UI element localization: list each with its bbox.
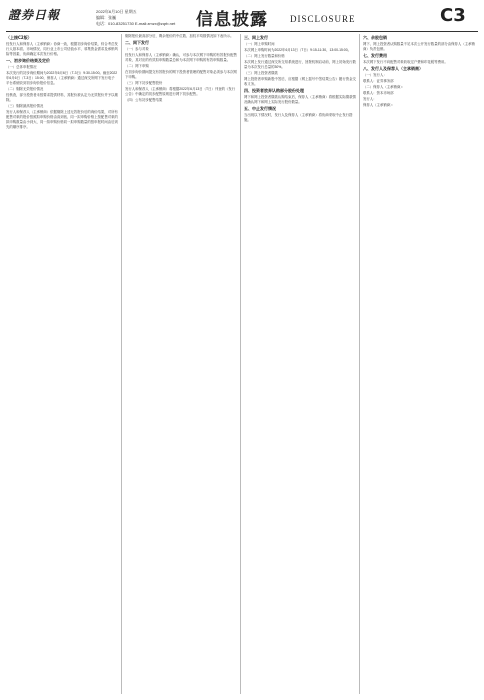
paragraph: 八、发行人及保荐人（主承销商） (363, 66, 423, 71)
column-divider (121, 34, 122, 694)
paragraph: 网上投资者申购新股中签后，应根据《网上摇号中签结果公告》履行资金交收义务。 (244, 77, 356, 86)
article-columns (6, 34, 478, 694)
paragraph: （一）总体申报情况 (6, 65, 37, 69)
paragraph: 保荐人（主承销商）： (363, 103, 396, 107)
paragraph: 经发行人和保荐人（主承销商）协商一致，根据初步询价结果，综合考虑发行人基本面、市场情况、同行业上市公司估值水平、募集资金需求及承销风险等因素，协商确定本次发行价格。 (6, 42, 118, 56)
column-2 (125, 34, 237, 694)
paragraph: 三、网上发行 (244, 35, 268, 40)
column-divider (240, 34, 241, 694)
paragraph: （一）发行人： (363, 73, 387, 77)
paragraph: 一、初步询价结果及定价 (6, 58, 50, 63)
paragraph: （二）网上发行数量和价格 (244, 54, 285, 58)
header-meta (96, 9, 175, 27)
paragraph: 发行人和保荐人（主承销商）依据剔除上述无效报价后的询价结果，对所有配售对象的报价按照拟申购价格由高到低、同一拟申购价格上按配售对象的拟申购数量由小到大、同一拟申购价格同一拟申购数量的按申报时间由后到先的顺序排序。 (6, 110, 118, 129)
paragraph: （二）保荐人（主承销商）： (363, 85, 406, 89)
paragraph: 网下、网上投资者认购数量不足本次公开发行数量的部分由保荐人（主承销商）负责包销。 (363, 42, 475, 51)
paragraph: 七、发行费用 (363, 53, 387, 58)
paragraph: 六、余股包销 (363, 35, 387, 40)
column-heading: （上接C2版） (6, 35, 32, 40)
paragraph: 四、投资者放弃认购部分股份处理 (244, 88, 304, 93)
paragraph: 在初步询价期间提交有效报价的网下投资者管理的配售对象必须参与本次网下申购。 (125, 70, 237, 79)
paragraph: （三）网下初步配售股份 (125, 81, 163, 85)
paragraph: 发行人： (363, 97, 377, 101)
contact-line: 电话：010-83251730 E-mail:zmzx@zqrb.net (96, 21, 176, 26)
paragraph: 发行人和保荐人（主承销商）将根据2022年6月13日（T日）刊登的《发行公告》中确定的初步配售原则进行网下初步配售。 (125, 87, 236, 96)
section-title-en: DISCLOSURE (290, 14, 356, 24)
column-4 (363, 34, 478, 694)
paragraph: （四）公布初步配售结果 (125, 98, 163, 102)
paragraph: 经发行人和保荐人（主承销商）确认，可参与本次网下申购的有效报价配售对象，其对应的有效拟申购数量总和为本次网下申购的有效申购数量。 (125, 53, 237, 62)
column-divider (359, 34, 360, 694)
paragraph: 当出现以下情况时，发行人及保荐人（主承销商）将协商采取中止发行措施。 (244, 113, 353, 122)
paragraph: （一）参与对象 (125, 47, 149, 51)
paragraph: 本次发行的初步询价期间为2022年6月6日（T-3日）9:30-15:00。截至2022年6月6日（T-3日）15:00，保荐人（主承销商）通过深交所网下发行电子平台系统收到初步询价报价信息。 (6, 71, 118, 85)
paragraph: （二）网下申购 (125, 64, 149, 68)
paragraph: 剔除报价最高部分后，剩余报价的中位数、加权平均数情况如下表所示。 (125, 34, 234, 38)
paragraph: 本次网上申购时间为2022年6月13日（T日）9:15-11:30、13:00-15:00。 (244, 48, 351, 52)
editor-line: 编辑：张巍 (96, 15, 116, 20)
paragraph: （三）剔除最高报价情况 (6, 104, 44, 108)
issue-date: 2022年6月10日 星期五 (96, 9, 137, 14)
paragraph: 本次网下发行不向配售对象收取过户费和印花税等费用。 (363, 60, 448, 64)
page-number: C3 (440, 5, 466, 26)
paragraph: 本次网上发行通过深交所交易系统进行，回拨机制启动前，网上初始发行数量为本次发行总量的30%。 (244, 60, 356, 69)
section-title: 信息披露 (196, 10, 268, 30)
column-3 (244, 34, 356, 694)
header-rule (6, 31, 478, 32)
paragraph: 联系人：证券事务部 (363, 79, 394, 83)
paragraph: 二、网下发行 (125, 40, 149, 45)
paragraph: （一）网上申购时间 (244, 42, 275, 46)
newspaper-logo: 證券日報 (8, 8, 61, 22)
paragraph: （三）网上投资者缴款 (244, 71, 278, 75)
paragraph: 五、中止发行情况 (244, 106, 276, 111)
paragraph: （二）剔除无效报价情况 (6, 87, 44, 91)
paragraph: 联系人：资本市场部 (363, 91, 394, 95)
paragraph: 网下和网上投资者缴款认购结束后，保荐人（主承销商）将根据实际缴款情况确认网下和网上实际发行股份数量。 (244, 95, 356, 104)
paragraph: 经核查，部分投资者未按要求提供材料，其报价被认定为无效报价并予以剔除。 (6, 93, 118, 102)
column-1 (6, 34, 118, 694)
